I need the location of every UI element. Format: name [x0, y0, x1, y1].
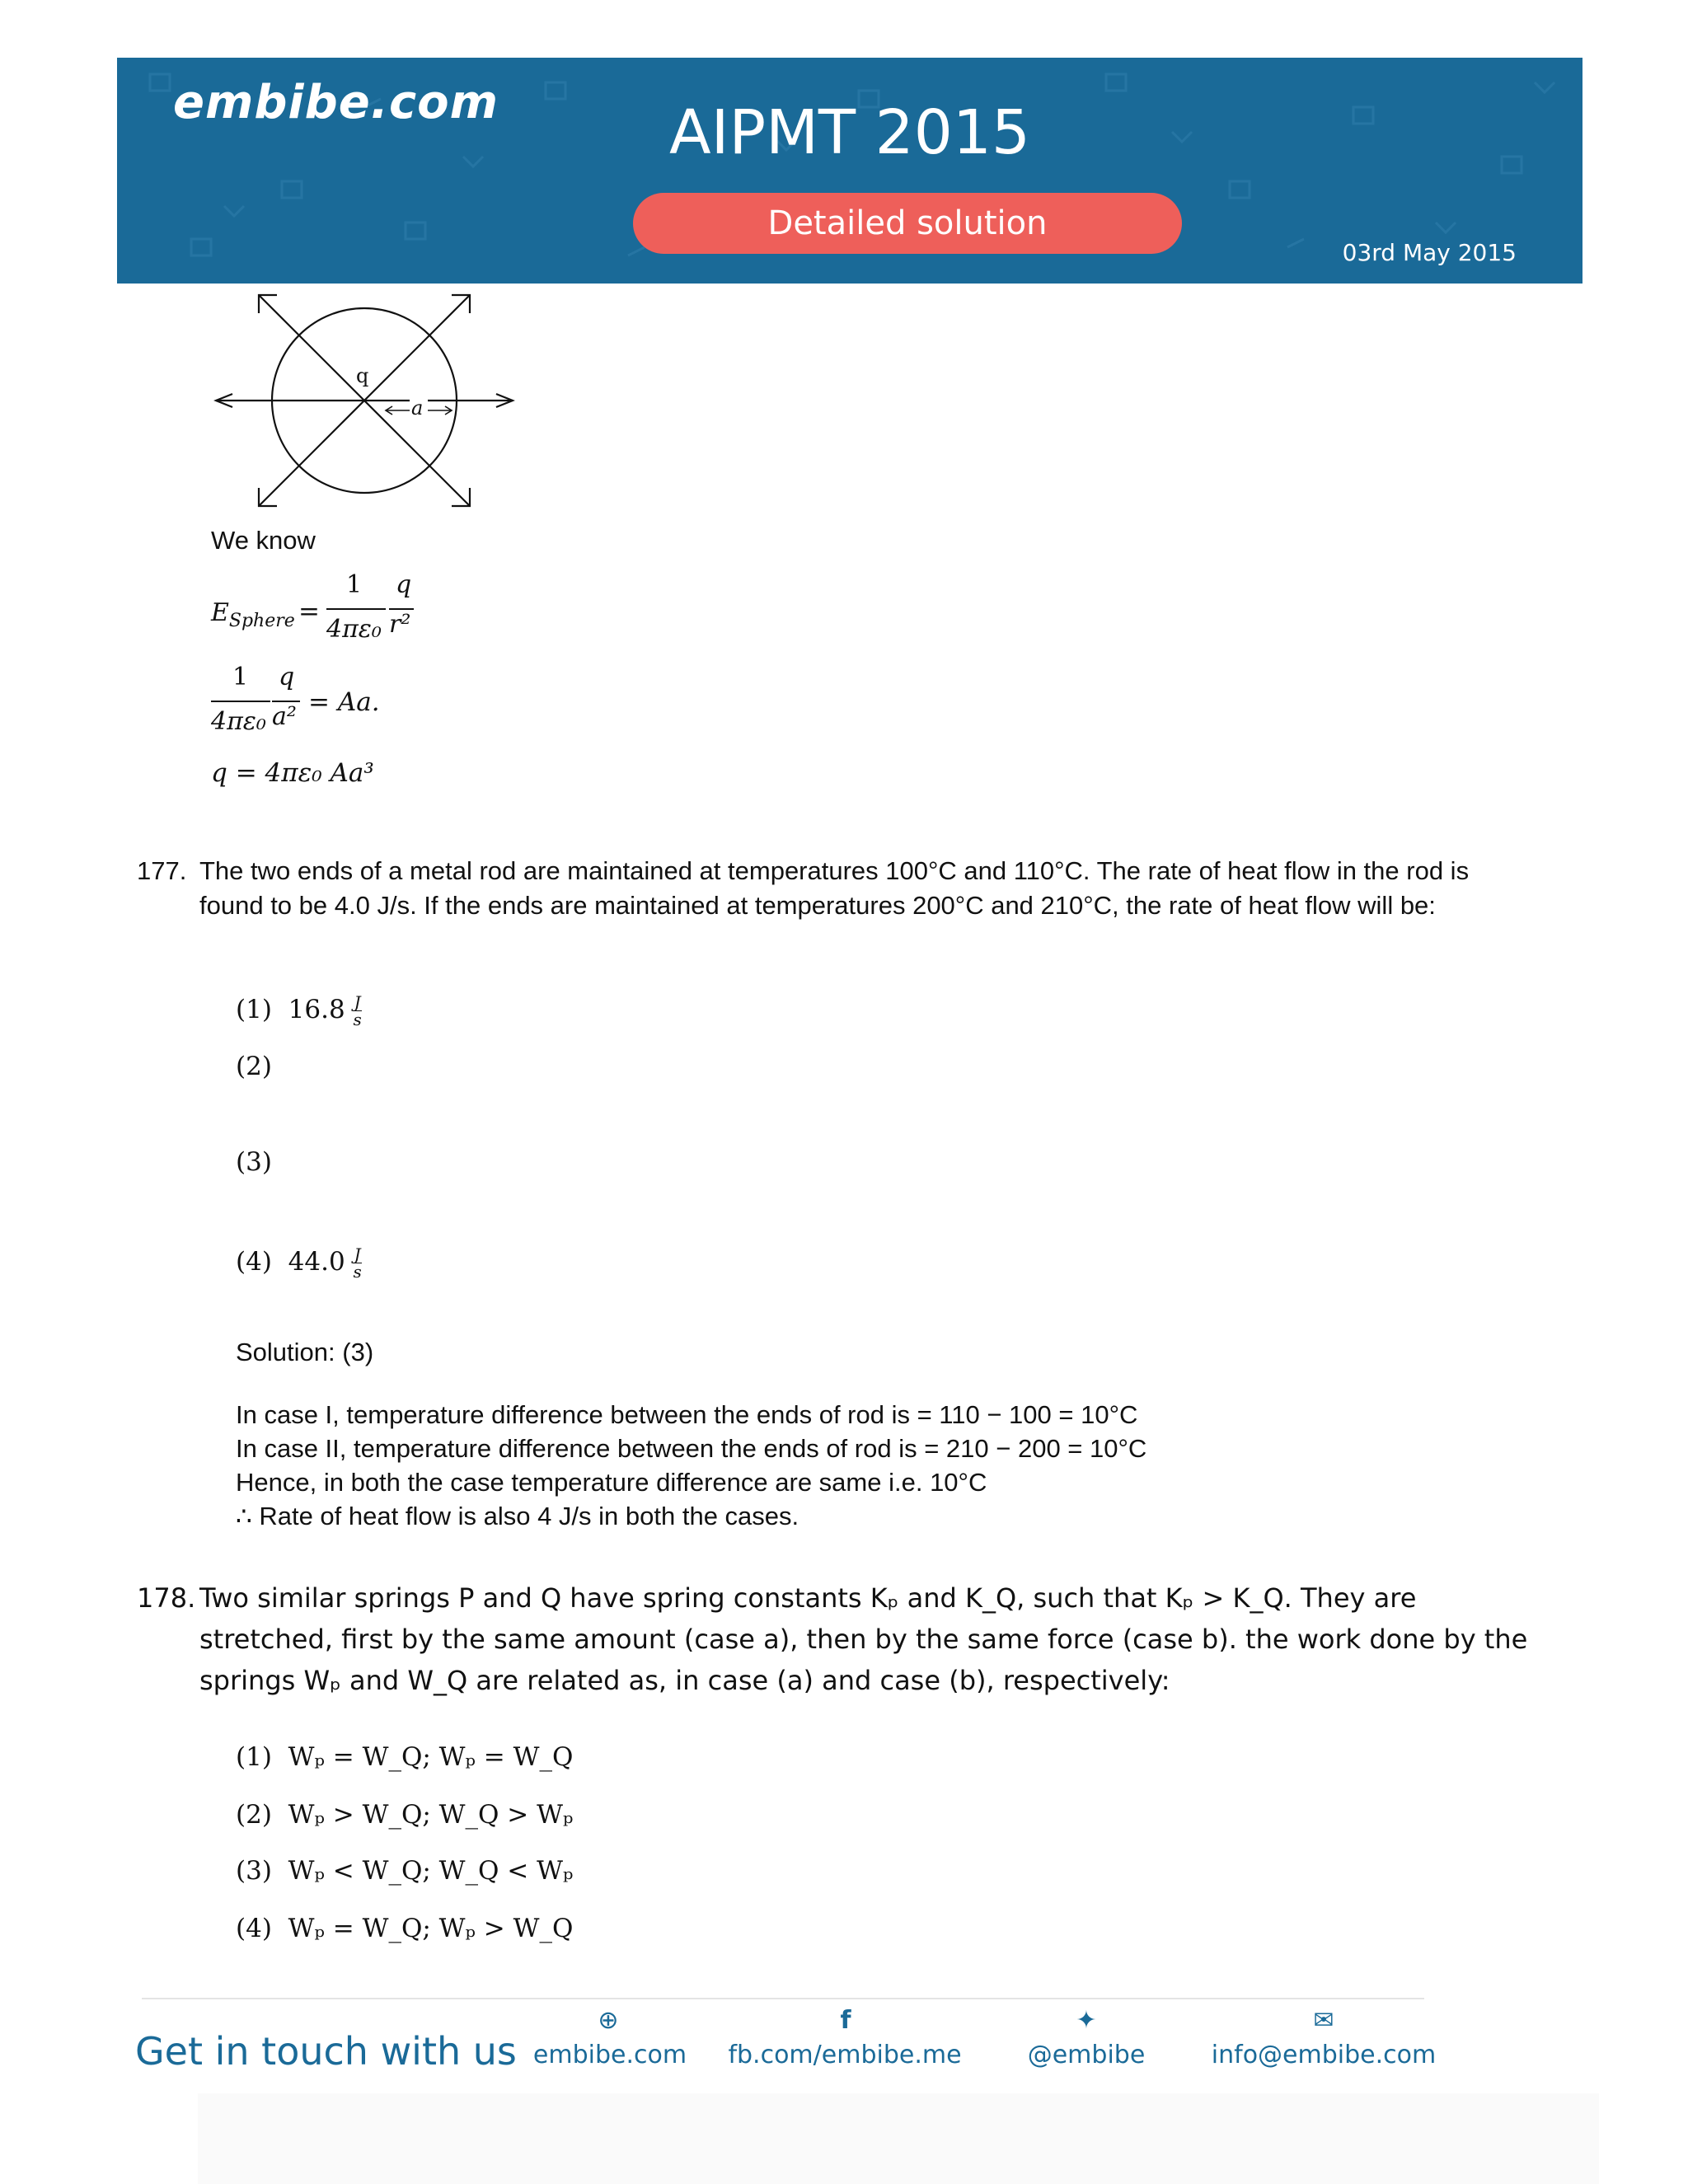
eq2-fraction-bar	[211, 701, 270, 702]
q178-option-3[interactable]: (3) Wₚ < W_Q; W_Q < Wₚ	[236, 1856, 574, 1886]
footer-band	[198, 2093, 1599, 2184]
eq2-rhs: = Aa.	[308, 687, 380, 717]
field-lines-diagram	[208, 290, 521, 513]
q178-option-1[interactable]: (1) Wₚ = W_Q; Wₚ = W_Q	[236, 1742, 574, 1772]
header-banner	[117, 58, 1582, 284]
q177-option-2[interactable]: (2)	[236, 1052, 272, 1081]
q178-option-4[interactable]: (4) Wₚ = W_Q; Wₚ > W_Q	[236, 1914, 574, 1943]
question-177	[137, 854, 1538, 923]
question-178	[137, 1577, 1538, 1701]
mail-icon: ✉	[1313, 2006, 1334, 2035]
footer-link-website[interactable]: embibe.com	[532, 2041, 687, 2069]
solution-line: In case II, temperature difference between the ends of rod is = 210 − 200 = 10°C	[236, 1434, 1147, 1463]
eq1-num1: 1	[346, 570, 363, 599]
solution-heading: Solution: (3)	[236, 1338, 374, 1366]
exam-title: AIPMT 2015	[669, 97, 1030, 168]
eq2-den2: a²	[272, 702, 297, 731]
q177-option-4[interactable]: (4) 44.0 $\frac{J}{s}$	[236, 1244, 362, 1282]
eq1-fraction-bar	[326, 608, 386, 610]
solution-line: In case I, temperature difference between the ends of rod is = 110 − 100 = 10°C	[236, 1400, 1138, 1429]
solution-line: ∴ Rate of heat flow is also 4 J/s in both the cases.	[236, 1502, 799, 1530]
eq1-den2: r²	[389, 610, 411, 639]
question-number: 178.	[137, 1582, 196, 1614]
footer-tagline: Get in touch with us	[135, 2029, 517, 2074]
eq2-num2: q	[279, 663, 295, 691]
solution-line: Hence, in both the case temperature difference are same i.e. 10°C	[236, 1468, 987, 1497]
e-sphere-symbol: $E_{Sphere}$	[211, 598, 295, 631]
globe-icon: ⊕	[598, 2006, 619, 2035]
detailed-solution-badge: Detailed solution	[633, 193, 1182, 254]
eq2-num1: 1	[232, 663, 249, 691]
site-logo[interactable]: embibe.com	[173, 76, 499, 129]
exam-date: 03rd May 2015	[1342, 239, 1517, 266]
footer-link-email[interactable]: info@embibe.com	[1211, 2041, 1437, 2069]
we-know-text: We know	[211, 526, 316, 555]
q178-option-2[interactable]: (2) Wₚ > W_Q; W_Q > Wₚ	[236, 1800, 574, 1830]
twitter-icon: ✦	[1076, 2006, 1097, 2035]
charge-label: q	[356, 364, 369, 387]
question-text: The two ends of a metal rod are maintained at temperatures 100°C and 110°C. The rate of heat flow in the rod is found to be 4.0 J/s. If the ends are maintained at temperatures 200°C and 210°C, the rate of heat flow will be:	[199, 856, 1470, 920]
q177-option-1[interactable]: (1) 16.8 $\frac{J}{s}$	[236, 992, 362, 1029]
eq2-den1: 4πε₀	[211, 707, 266, 736]
footer-divider	[142, 1998, 1424, 1999]
facebook-icon: f	[840, 2006, 851, 2035]
eq1-equals: =	[298, 597, 320, 626]
footer-link-twitter[interactable]: @embibe	[1027, 2041, 1146, 2069]
eq3: q = 4πε₀ Aa³	[211, 758, 374, 788]
question-number: 177.	[137, 856, 187, 885]
eq1-num2: q	[396, 570, 412, 599]
footer-link-facebook[interactable]: fb.com/embibe.me	[728, 2041, 962, 2069]
eq1-den1: 4πε₀	[326, 615, 382, 644]
q177-option-3[interactable]: (3)	[236, 1147, 272, 1177]
radius-label: a	[411, 396, 424, 419]
question-text: Two similar springs P and Q have spring constants Kₚ and K_Q, such that Kₚ > K_Q. They are stretched, first by the same amount (case a), then by the same force (case b). the work done by the springs Wₚ and W_Q are related as, in case (a) and case (b), respectively:	[199, 1582, 1528, 1696]
